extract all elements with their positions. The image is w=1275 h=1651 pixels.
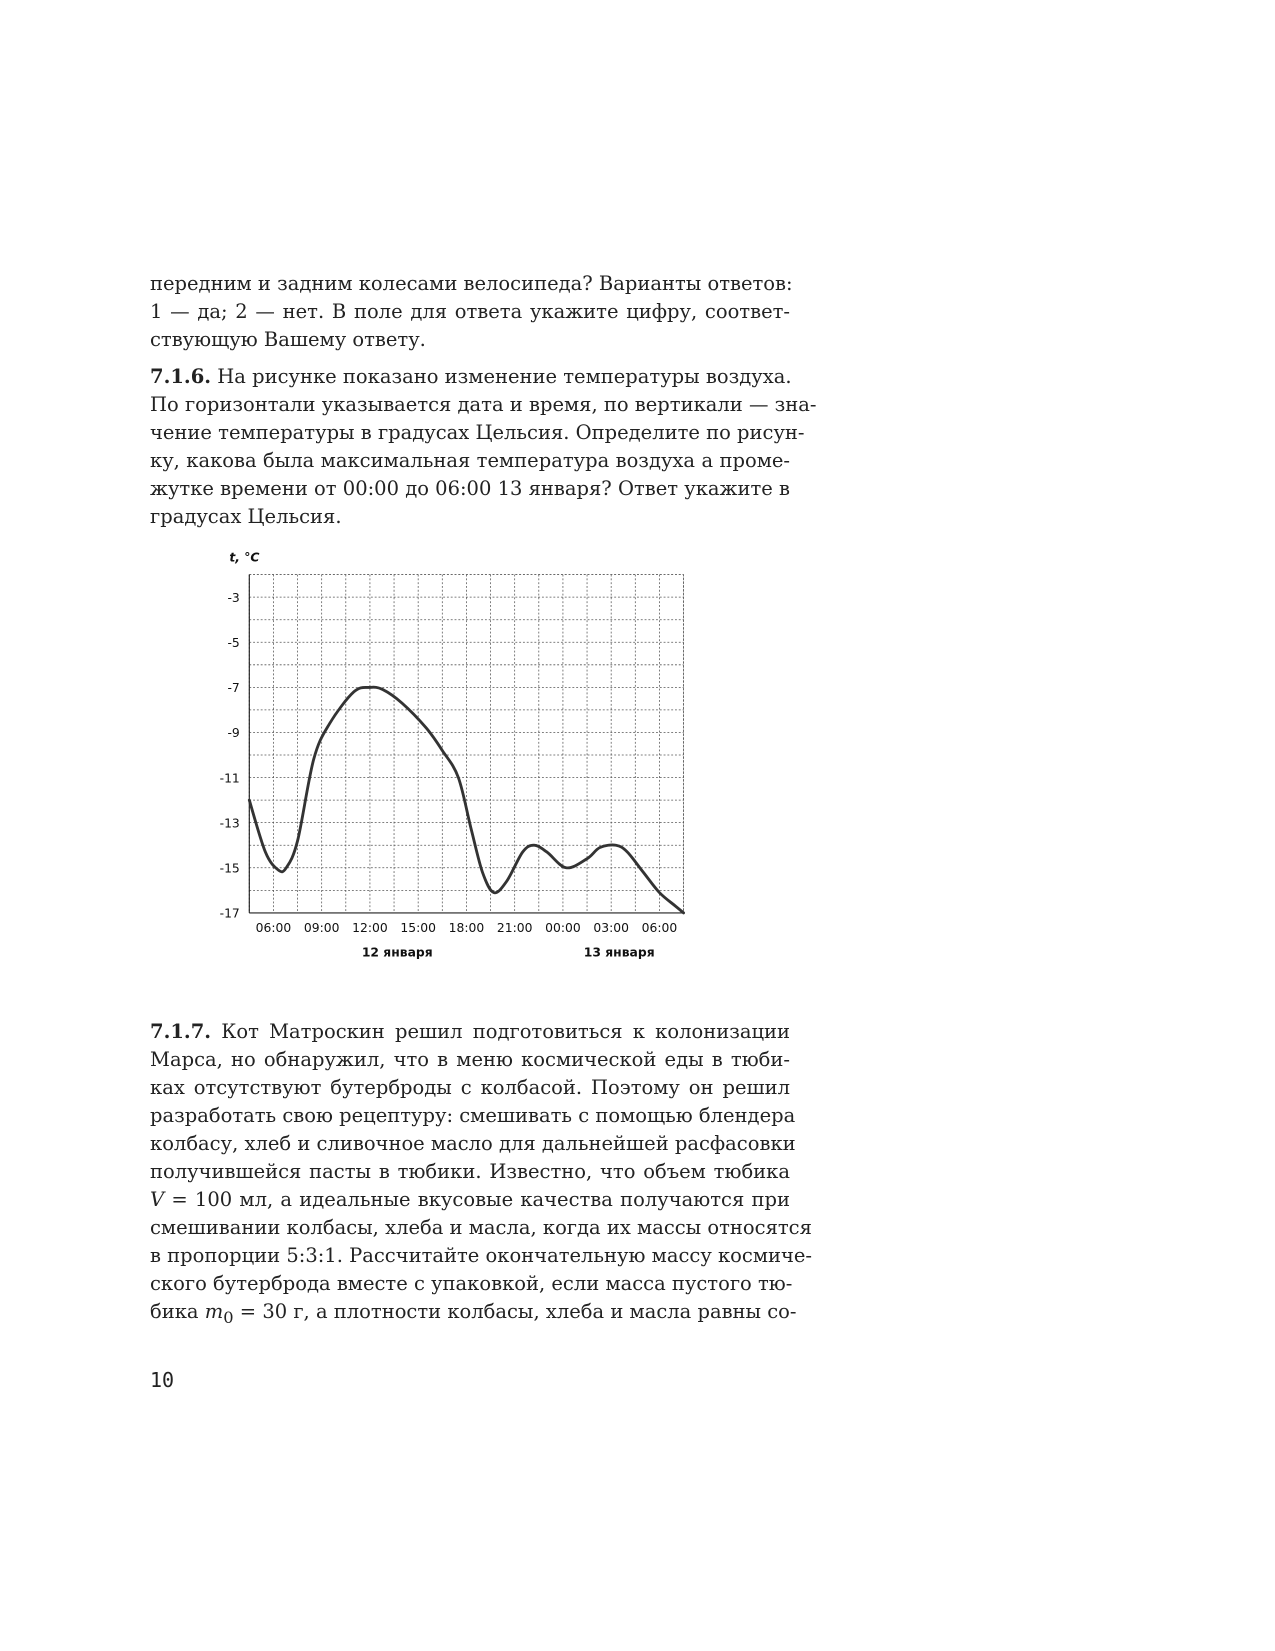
text-fragment: = 100 мл, а идеальные вкусовые качества получаются при (164, 1188, 790, 1211)
text-line: 1 — да; 2 — нет. В поле для ответа укажите цифру, соответ- (150, 300, 790, 323)
problem-number: 7.1.6. (150, 365, 212, 388)
problem-7-1-6 (150, 363, 817, 531)
text-fragment: бика (150, 1300, 205, 1323)
problem-7-1-7 (150, 1018, 813, 1332)
x-tick-label: 12:00 (352, 920, 388, 935)
math-subscript: 0 (223, 1307, 234, 1327)
text-fragment: = 30 г, а плотности колбасы, хлеба и масла равны со- (233, 1300, 797, 1323)
x-tick-label: 00:00 (545, 920, 581, 935)
text-line: получившейся пасты в тюбики. Известно, что объем тюбика (150, 1160, 790, 1183)
text-line: Марса, но обнаружил, что в меню космической еды в тюби- (150, 1048, 790, 1071)
y-tick-label: -5 (227, 636, 240, 651)
text-line: жутке времени от 00:00 до 06:00 13 января? Ответ укажите в (150, 477, 790, 500)
paragraph-prev-question (150, 270, 793, 354)
page-number: 10 (150, 1368, 175, 1392)
text-line: разработать свою рецептуру: смешивать с помощью блендера (150, 1104, 796, 1127)
text-line: чение температуры в градусах Цельсия. Определите по рисун- (150, 421, 805, 444)
text-line: ского бутерброда вместе с упаковкой, если масса пустого тю- (150, 1272, 793, 1295)
x-tick-label: 06:00 (255, 920, 292, 935)
y-tick-label: -17 (219, 906, 240, 921)
y-tick-label: -13 (219, 816, 240, 831)
temperature-chart (205, 548, 725, 968)
text-line: ствующую Вашему ответу. (150, 328, 426, 351)
text-line: ку, какова была максимальная температура воздуха а проме- (150, 449, 790, 472)
x-tick-label: 09:00 (303, 920, 340, 935)
text-line (150, 1018, 790, 1046)
text-line: колбасу, хлеб и сливочное масло для дальнейшей расфасовки (150, 1132, 796, 1155)
text-line (150, 1186, 790, 1214)
date-label: 13 января (583, 945, 655, 960)
text-fragment: На рисунке показано изменение температуры воздуха. (211, 365, 792, 388)
date-label: 12 января (361, 945, 433, 960)
y-tick-label: -11 (219, 771, 240, 786)
y-tick-label: -3 (227, 590, 240, 605)
x-tick-label: 21:00 (496, 920, 533, 935)
text-line: в пропорции 5:3:1. Рассчитайте окончательную массу космиче- (150, 1244, 813, 1267)
math-variable: V (150, 1188, 165, 1211)
y-tick-label: -9 (227, 726, 240, 741)
text-line (150, 363, 790, 391)
text-line: смешивании колбасы, хлеба и масла, когда их массы относятся (150, 1216, 812, 1239)
math-variable: m (204, 1300, 224, 1323)
text-line: ках отсутствуют бутерброды с колбасой. Поэтому он решил (150, 1076, 790, 1099)
grid-minor (249, 575, 683, 913)
y-tick-label: -7 (227, 681, 240, 696)
tick-labels (220, 591, 678, 960)
text-line: передним и задним колесами велосипеда? Варианты ответов: (150, 272, 793, 295)
y-tick-label: -15 (219, 861, 240, 876)
text-line (150, 1298, 797, 1332)
y-axis-label: t, °C (229, 550, 260, 565)
problem-number: 7.1.7. (150, 1020, 212, 1043)
x-tick-label: 15:00 (400, 920, 436, 935)
x-tick-label: 06:00 (641, 920, 678, 935)
x-tick-label: 03:00 (593, 920, 629, 935)
text-fragment: Кот Матроскин решил подготовиться к колонизации (211, 1020, 790, 1043)
text-line: градусах Цельсия. (150, 505, 342, 528)
x-tick-label: 18:00 (448, 920, 485, 935)
text-line: По горизонтали указывается дата и время, по вертикали — зна- (150, 393, 817, 416)
